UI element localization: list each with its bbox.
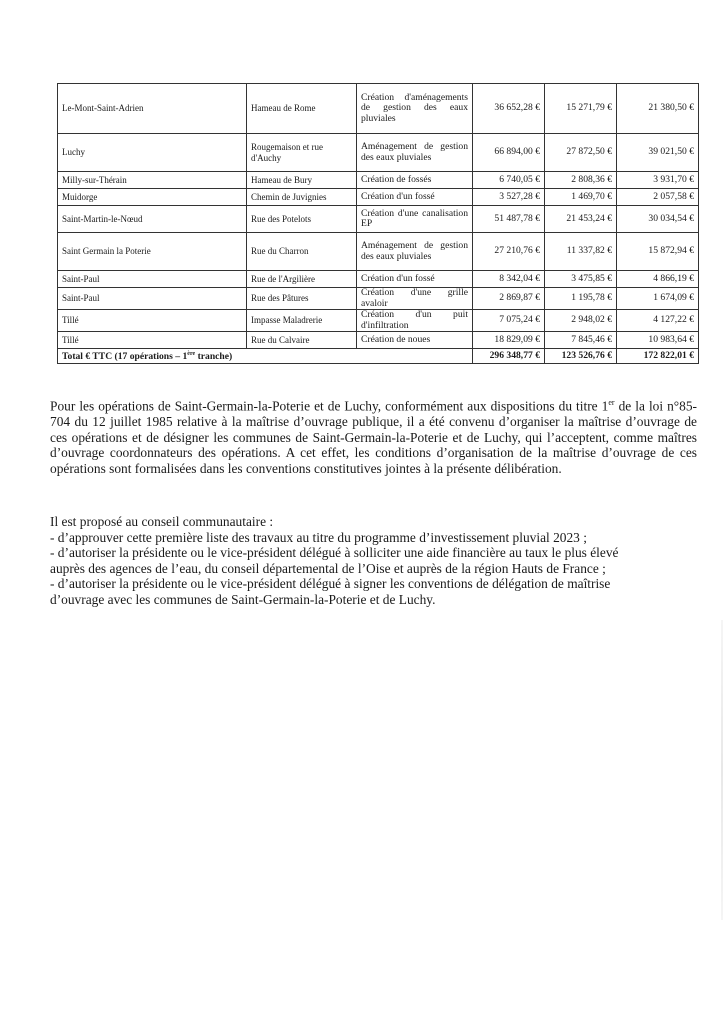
nature-cell: Aménagement de gestion des eaux pluviales: [357, 233, 473, 271]
paragraph-superscript: er: [608, 398, 615, 407]
amount-cell: 66 894,00 €: [473, 134, 545, 172]
proposal-line: - d’approuver cette première liste des travaux au titre du programme d’investissement pluvial 2023 ;: [50, 529, 587, 545]
commune-cell: Tillé: [58, 332, 247, 349]
lieu-cell: Hameau de Rome: [247, 84, 357, 134]
aid-cell: 1 195,78 €: [545, 288, 617, 310]
commune-cell: Luchy: [58, 134, 247, 172]
aid-cell: 27 872,50 €: [545, 134, 617, 172]
coordination-paragraph: [50, 395, 697, 476]
nature-cell: Création d'un fossé: [357, 189, 473, 206]
proposal-line: d’ouvrage avec les communes de Saint-Germain-la-Poterie et de Luchy.: [50, 591, 436, 607]
total-label-end: tranche): [195, 351, 233, 363]
amount-cell: 6 740,05 €: [473, 172, 545, 189]
amount-cell: 27 210,76 €: [473, 233, 545, 271]
commune-cell: Muidorge: [58, 189, 247, 206]
table-row: [58, 84, 699, 134]
table-row: [58, 271, 699, 288]
table-row: [58, 206, 699, 233]
commune-cell: Tillé: [58, 310, 247, 332]
proposal-intro: Il est proposé au conseil communautaire :: [50, 514, 274, 529]
aid-cell: 1 469,70 €: [545, 189, 617, 206]
table-row: [58, 233, 699, 271]
lieu-cell: Chemin de Juvignies: [247, 189, 357, 206]
table-row: [58, 172, 699, 189]
amount-cell: 3 527,28 €: [473, 189, 545, 206]
amount-cell: 36 652,28 €: [473, 84, 545, 134]
aid-cell: 11 337,82 €: [545, 233, 617, 271]
remaining-cell: 10 983,64 €: [617, 332, 699, 349]
commune-cell: Saint Germain la Poterie: [58, 233, 247, 271]
table-row: [58, 310, 699, 332]
operations-table: [57, 83, 699, 364]
lieu-cell: Rue des Potelots: [247, 206, 357, 233]
aid-cell: 21 453,24 €: [545, 206, 617, 233]
remaining-cell: 3 931,70 €: [617, 172, 699, 189]
aid-cell: 2 948,02 €: [545, 310, 617, 332]
total-label: Total € TTC (17 opérations – 1: [62, 351, 188, 363]
commune-cell: Saint-Martin-le-Nœud: [58, 206, 247, 233]
amount-cell: 18 829,09 €: [473, 332, 545, 349]
total-label-cell: [58, 349, 473, 364]
total-aid-cell: 123 526,76 €: [545, 349, 617, 364]
nature-cell: Création de fossés: [357, 172, 473, 189]
commune-cell: Le-Mont-Saint-Adrien: [58, 84, 247, 134]
operations-table-body: [58, 84, 699, 364]
commune-cell: Milly-sur-Thérain: [58, 172, 247, 189]
total-amount-cell: 296 348,77 €: [473, 349, 545, 364]
total-remaining-cell: 172 822,01 €: [617, 349, 699, 364]
table-row: [58, 189, 699, 206]
nature-cell: Création de noues: [357, 332, 473, 349]
lieu-cell: Rougemaison et rue d'Auchy: [247, 134, 357, 172]
amount-cell: 51 487,78 €: [473, 206, 545, 233]
lieu-cell: Rue du Charron: [247, 233, 357, 271]
proposal-line: - d’autoriser la présidente ou le vice-président délégué à solliciter une aide financière au taux le plus élevé: [50, 545, 619, 561]
aid-cell: 3 475,85 €: [545, 271, 617, 288]
lieu-cell: Rue du Calvaire: [247, 332, 357, 349]
commune-cell: Saint-Paul: [58, 288, 247, 310]
nature-cell: Création d'un puit d'infiltration: [357, 310, 473, 332]
table-row: [58, 332, 699, 349]
lieu-cell: Hameau de Bury: [247, 172, 357, 189]
remaining-cell: 4 866,19 €: [617, 271, 699, 288]
aid-cell: 7 845,46 €: [545, 332, 617, 349]
amount-cell: 8 342,04 €: [473, 271, 545, 288]
lieu-cell: Rue de l'Argilière: [247, 271, 357, 288]
nature-cell: Création d'aménagements de gestion des eaux pluviales: [357, 84, 473, 134]
nature-cell: Création d'un fossé: [357, 271, 473, 288]
total-row: [58, 349, 699, 364]
lieu-cell: Impasse Maladrerie: [247, 310, 357, 332]
proposal-line: auprès des agences de l’eau, du conseil départemental de l’Oise et auprès de la région Hauts de France ;: [50, 560, 606, 576]
remaining-cell: 2 057,58 €: [617, 189, 699, 206]
remaining-cell: 21 380,50 €: [617, 84, 699, 134]
remaining-cell: 4 127,22 €: [617, 310, 699, 332]
lieu-cell: Rue des Pâtures: [247, 288, 357, 310]
proposal-paragraph: [50, 514, 697, 608]
aid-cell: 15 271,79 €: [545, 84, 617, 134]
amount-cell: 7 075,24 €: [473, 310, 545, 332]
remaining-cell: 39 021,50 €: [617, 134, 699, 172]
commune-cell: Saint-Paul: [58, 271, 247, 288]
table-row: [58, 134, 699, 172]
paragraph-text-part2: de la loi n°85-704 du 12 juillet 1985 relative à la maîtrise d’ouvrage publique, il a été convenu d’organiser la maîtrise d’ouvrage de ces opérations et de désigner les communes de Saint-Germain-la-Poterie et de Luchy, qui l’acceptent, comme maîtres d’ouvrage coordonnateurs des opérations. A cet effet, les conditions d’organisation de la maîtrise d’ouvrage de ces opérations sont formalisées dans les conventions constitutives jointes à la présente délibération.: [50, 398, 698, 476]
remaining-cell: 15 872,94 €: [617, 233, 699, 271]
table-row: [58, 288, 699, 310]
remaining-cell: 30 034,54 €: [617, 206, 699, 233]
total-label-superscript: ère: [187, 351, 196, 358]
aid-cell: 2 808,36 €: [545, 172, 617, 189]
nature-cell: Création d'une grille avaloir: [357, 288, 473, 310]
remaining-cell: 1 674,09 €: [617, 288, 699, 310]
amount-cell: 2 869,87 €: [473, 288, 545, 310]
paragraph-text-part1: Pour les opérations de Saint-Germain-la-Poterie et de Luchy, conformément aux dispositions du titre 1: [50, 398, 609, 414]
nature-cell: Aménagement de gestion des eaux pluviales: [357, 134, 473, 172]
nature-cell: Création d'une canalisation EP: [357, 206, 473, 233]
proposal-line: - d’autoriser la présidente ou le vice-président délégué à signer les conventions de délégation de maîtrise: [50, 576, 611, 592]
